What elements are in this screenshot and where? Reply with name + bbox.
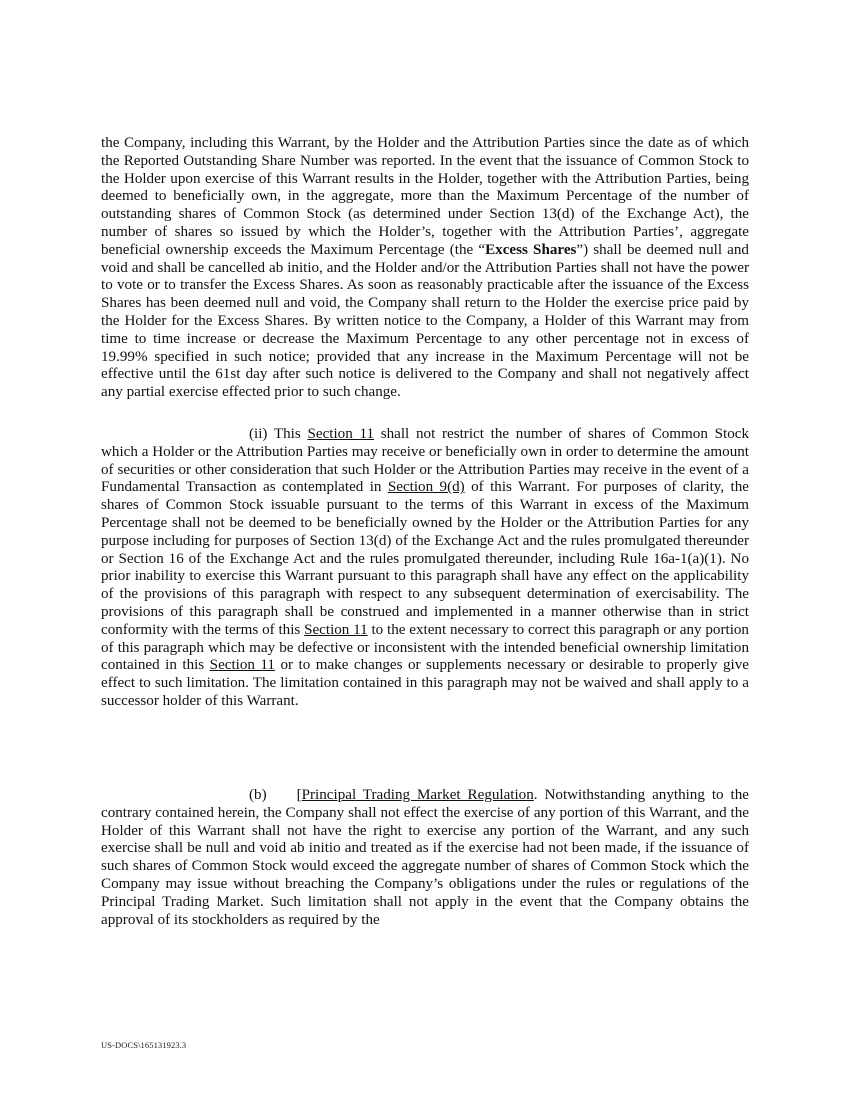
section-reference: Section 11 xyxy=(304,621,368,638)
section-reference: Section 11 xyxy=(307,426,375,442)
paragraph-principal-trading-market xyxy=(101,787,749,929)
paragraph-text: or to make changes or supplements necessary or desirable to properly give effect to such limitation. The limitation contained in this paragraph may not be waived and shall apply to a successor holder of this Warrant. xyxy=(101,657,749,709)
section-reference: Section 11 xyxy=(209,657,275,674)
section-reference: Section 9(d) xyxy=(387,479,465,496)
section-heading: Principal Trading Market Regulation xyxy=(301,787,534,803)
bracket-open: [ xyxy=(296,787,302,803)
paragraph-text: the Company, including this Warrant, by the Holder and the Attribution Parties since the date as of which the Reported Outstanding Share Number was reported. In the event that the issuance of Common Stock to the Holder upon exercise of this Warrant results in the Holder, together with the Attribution Parties, being deemed to beneficially own, in the aggregate, more than the Maximum Percentage of the number of outstanding shares of Common Stock (as determined under Section 13(d) of the Exchange Act), the number of shares so issued by which the Holder’s, together with the Attribution Parties’, aggregate beneficial ownership exceeds the Maximum Percentage (the “ xyxy=(101,135,749,258)
document-id-footer: US-DOCS\165131923.3 xyxy=(101,1040,187,1050)
paragraph-text: shall not restrict the number of shares of Common Stock which a Holder or the Attribution Parties may receive or beneficially own in order to determine the amount of securities or other consideration that such Holder or the Attribution Parties may receive in the event of a Fundamental Transaction as contemplated in xyxy=(101,426,749,496)
paragraph-text: (ii) This xyxy=(249,426,308,442)
section-label: (b) xyxy=(249,787,267,803)
paragraph-text: of this Warrant. For purposes of clarity, the shares of Common Stock issuable pursuant to the terms of this Warrant in excess of the Maximum Percentage shall not be deemed to be beneficially owned by the Holder or the Attribution Parties for any purpose including for purposes of Section 13(d) of the Exchange Act and the rules promulgated thereunder or Section 16 of the Exchange Act and the rules promulgated thereunder, including Rule 16a-1(a)(1). No prior inability to exercise this Warrant pursuant to this paragraph shall have any effect on the applicability of the provisions of this paragraph with respect to any subsequent determination of exercisability. The provisions of this paragraph shall be construed and implemented in a manner otherwise than in strict conformity with the terms of this xyxy=(101,479,749,638)
defined-term-excess-shares: Excess Shares xyxy=(485,241,577,258)
paragraph-section-11-ii xyxy=(101,426,749,711)
paragraph-text: ”) shall be deemed null and void and shall be cancelled ab initio, and the Holder and/or the Attribution Parties shall not have the power to vote or to transfer the Excess Shares. As soon as reasonably practicable after the issuance of the Excess Shares has been deemed null and void, the Company shall return to the Holder the exercise price paid by the Holder for the Excess Shares. By written notice to the Company, a Holder of this Warrant may from time to time increase or decrease the Maximum Percentage to any other percentage not in excess of 19.99% specified in such notice; provided that any increase in the Maximum Percentage will not be effective until the 61st day after such notice is delivered to the Company and shall not negatively affect any partial exercise effected prior to such change. xyxy=(101,241,749,401)
paragraph-excess-shares xyxy=(101,135,749,402)
paragraph-text: to the extent necessary to correct this paragraph or any portion of this paragraph which may be defective or inconsistent with the intended beneficial ownership limitation contained in this xyxy=(101,621,749,674)
paragraph-text: . Notwithstanding anything to the contrary contained herein, the Company shall not effect the exercise of any portion of this Warrant, and the Holder of this Warrant shall not have the right to exercise any portion of the Warrant, and any such exercise shall be null and void ab initio and treated as if the exercise had not been made, if the issuance of such shares of Common Stock would exceed the aggregate number of shares of Common Stock which the Company may issue without breaching the Company’s obligations under the rules or regulations of the Principal Trading Market. Such limitation shall not apply in the event that the Company obtains the approval of its stockholders as required by the xyxy=(101,787,749,928)
